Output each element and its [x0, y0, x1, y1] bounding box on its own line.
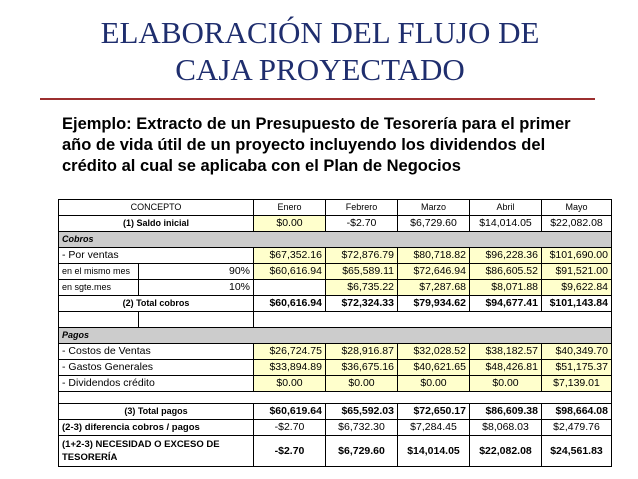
cell-value: $67,352.16 [254, 248, 326, 264]
row-label: - Costos de Ventas [59, 344, 254, 360]
cell-value: $60,616.94 [254, 296, 326, 312]
cell-value: $51,175.37 [542, 360, 612, 376]
cell-value: $14,014.05 [470, 216, 542, 232]
row-spacer [59, 392, 612, 404]
cell-value: $80,718.82 [398, 248, 470, 264]
cell-value: $2,479.76 [542, 420, 612, 436]
row-label: en sgte.mes [59, 280, 139, 296]
cell-value: $72,650.17 [398, 404, 470, 420]
row-label: (1+2-3) NECESIDAD O EXCESO DE TESORERÍA [59, 436, 254, 467]
row-por-ventas [59, 248, 612, 264]
cell-value: $0.00 [326, 376, 398, 392]
intro-text: Ejemplo: Extracto de un Presupuesto de Tesorería para el primer año de vida útil de un proyecto incluyendo los dividendos del crédito al cual se aplicaba con el Plan de Negocios [62, 115, 571, 175]
header-month: Mayo [542, 200, 612, 216]
row-gastos-generales [59, 360, 612, 376]
cell-value: $96,228.36 [470, 248, 542, 264]
row-empty [59, 312, 612, 328]
row-label: (2) Total cobros [59, 296, 254, 312]
header-month: Enero [254, 200, 326, 216]
row-sgte-mes [59, 280, 612, 296]
empty-cell [59, 312, 139, 328]
cell-value: $6,729.60 [326, 436, 398, 467]
row-mismo-mes [59, 264, 612, 280]
cell-value: $60,619.64 [254, 404, 326, 420]
row-percent: 10% [139, 280, 254, 296]
cell-value: $7,284.45 [398, 420, 470, 436]
cell-value: $6,735.22 [326, 280, 398, 296]
cell-value: $0.00 [254, 376, 326, 392]
cell-value: $94,677.41 [470, 296, 542, 312]
cell-value: $8,071.88 [470, 280, 542, 296]
cell-value: $22,082.08 [542, 216, 612, 232]
cell-value: $36,675.16 [326, 360, 398, 376]
cell-value: $60,616.94 [254, 264, 326, 280]
cell-value: $79,934.62 [398, 296, 470, 312]
section-heading-cobros: Cobros [59, 232, 612, 248]
row-label: - Gastos Generales [59, 360, 254, 376]
cell-value: $6,732.30 [326, 420, 398, 436]
cell-value: $7,139.01 [542, 376, 612, 392]
cell-value [254, 280, 326, 296]
cell-value: $48,426.81 [470, 360, 542, 376]
cell-value: $0.00 [470, 376, 542, 392]
slide-title-line-1: ELABORACIÓN DEL FLUJO DE [100, 15, 540, 50]
header-month: Febrero [326, 200, 398, 216]
cell-value: -$2.70 [254, 420, 326, 436]
cash-flow-table [58, 199, 612, 467]
row-label: - Dividendos crédito [59, 376, 254, 392]
cell-value: -$2.70 [254, 436, 326, 467]
cell-value: $72,876.79 [326, 248, 398, 264]
slide-title-line-2: CAJA PROYECTADO [175, 52, 465, 87]
row-label: (2-3) diferencia cobros / pagos [59, 420, 254, 436]
cell-value: $38,182.57 [470, 344, 542, 360]
section-heading-pagos: Pagos [59, 328, 612, 344]
cell-value: $86,609.38 [470, 404, 542, 420]
row-total-pagos [59, 404, 612, 420]
title-divider [40, 98, 595, 100]
row-necesidad [59, 436, 612, 467]
cell-value: $8,068.03 [470, 420, 542, 436]
cell-value: $26,724.75 [254, 344, 326, 360]
cell-value: $86,605.52 [470, 264, 542, 280]
cell-value: $32,028.52 [398, 344, 470, 360]
row-cobros-heading [59, 232, 612, 248]
cell-value: $101,143.84 [542, 296, 612, 312]
cell-value: $14,014.05 [398, 436, 470, 467]
row-pagos-heading [59, 328, 612, 344]
row-dividendos [59, 376, 612, 392]
cell-value: $6,729.60 [398, 216, 470, 232]
header-row [59, 200, 612, 216]
header-concept: CONCEPTO [59, 200, 254, 216]
cell-value: $98,664.08 [542, 404, 612, 420]
cell-value: $0.00 [398, 376, 470, 392]
empty-cell [139, 312, 254, 328]
row-diferencia [59, 420, 612, 436]
row-total-cobros [59, 296, 612, 312]
cell-value: $91,521.00 [542, 264, 612, 280]
cell-value: -$2.70 [326, 216, 398, 232]
cell-value: $22,082.08 [470, 436, 542, 467]
row-percent: 90% [139, 264, 254, 280]
empty-cell [254, 312, 612, 328]
cell-value: $7,287.68 [398, 280, 470, 296]
row-label: (3) Total pagos [59, 404, 254, 420]
row-label: en el mismo mes [59, 264, 139, 280]
cell-value: $40,621.65 [398, 360, 470, 376]
cell-value: $33,894.89 [254, 360, 326, 376]
cell-value: $40,349.70 [542, 344, 612, 360]
cell-value: $72,646.94 [398, 264, 470, 280]
row-costos-ventas [59, 344, 612, 360]
header-month: Abril [470, 200, 542, 216]
cell-value: $65,589.11 [326, 264, 398, 280]
cell-value: $24,561.83 [542, 436, 612, 467]
cell-value: $65,592.03 [326, 404, 398, 420]
slide-title [40, 14, 600, 88]
cell-value: $28,916.87 [326, 344, 398, 360]
header-month: Marzo [398, 200, 470, 216]
row-saldo-inicial [59, 216, 612, 232]
cell-value: $0.00 [254, 216, 326, 232]
cell-value: $101,690.00 [542, 248, 612, 264]
cell-value: $72,324.33 [326, 296, 398, 312]
row-label: - Por ventas [59, 248, 254, 264]
empty-cell [59, 392, 612, 404]
row-label: (1) Saldo inicial [59, 216, 254, 232]
cell-value: $9,622.84 [542, 280, 612, 296]
